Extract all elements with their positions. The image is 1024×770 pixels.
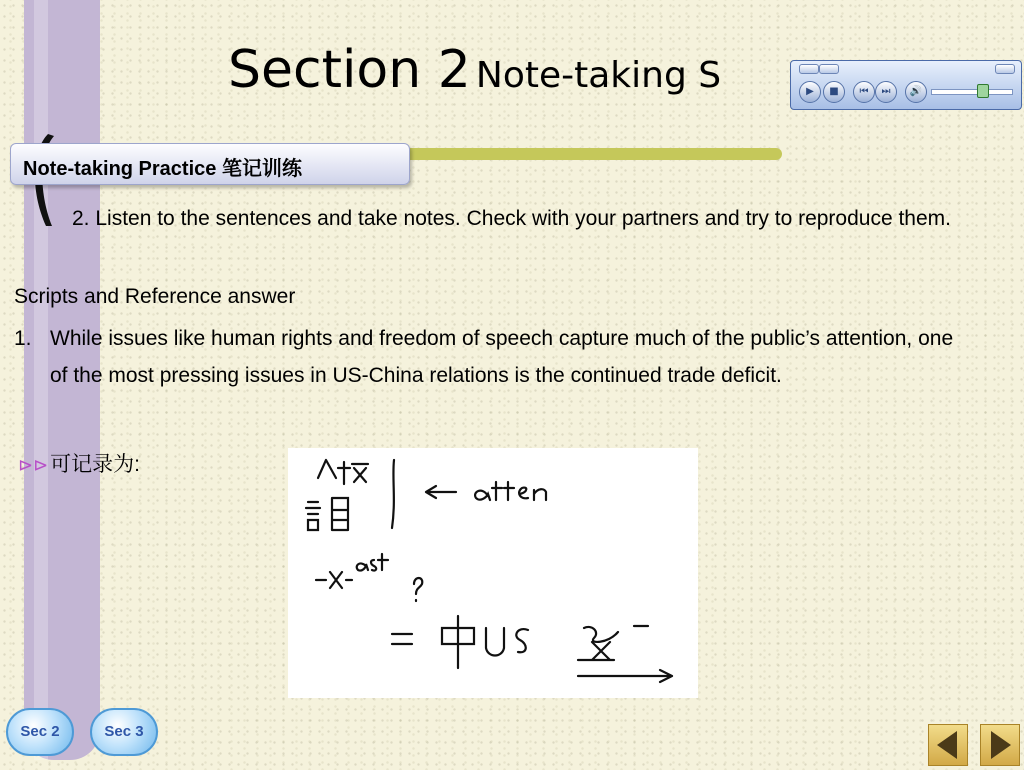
- green-underline-decoration: [406, 148, 782, 160]
- note-label: 可记录为:: [50, 453, 141, 476]
- arrow-right-icon: [981, 725, 1019, 765]
- title-main: Section 2: [228, 40, 471, 100]
- list-item: [14, 320, 954, 394]
- page-title: [228, 40, 721, 100]
- next-slide-button[interactable]: [980, 724, 1020, 766]
- stop-icon[interactable]: ■: [823, 81, 845, 103]
- player-menu-button[interactable]: [799, 64, 819, 74]
- list-item-text: While issues like human rights and freedom of speech capture much of the public’s attention, one of the most pressing issues in US-China relations is the continued trade deficit.: [50, 327, 954, 387]
- double-arrow-icon: ⊳⊳: [18, 455, 49, 475]
- instruction-text: 2. Listen to the sentences and take notes. Check with your partners and try to reproduce them.: [72, 207, 951, 230]
- media-player[interactable]: [790, 60, 1022, 110]
- section-label-box: [10, 143, 410, 185]
- scripts-heading: Scripts and Reference answer: [14, 285, 296, 308]
- list-item-number: 1.: [14, 327, 32, 350]
- title-sub: Note-taking S: [475, 55, 722, 96]
- arrow-left-icon: [929, 725, 967, 765]
- next-icon[interactable]: ⏭: [875, 81, 897, 103]
- section-label: Note-taking Practice 笔记训练: [23, 158, 302, 180]
- handwritten-notes-image: [288, 448, 698, 698]
- volume-slider-knob[interactable]: [977, 84, 989, 98]
- player-close-button[interactable]: [995, 64, 1015, 74]
- handwritten-notes-drawing: [288, 448, 698, 698]
- play-icon[interactable]: ▶: [799, 81, 821, 103]
- volume-icon[interactable]: 🔊: [905, 81, 927, 103]
- player-options-button[interactable]: [819, 64, 839, 74]
- previous-slide-button[interactable]: [928, 724, 968, 766]
- sec2-nav-button[interactable]: Sec 2: [6, 708, 74, 756]
- sec3-nav-button[interactable]: Sec 3: [90, 708, 158, 756]
- note-label-line: [18, 448, 140, 478]
- volume-slider-track[interactable]: [931, 89, 1013, 95]
- previous-icon[interactable]: ⏮: [853, 81, 875, 103]
